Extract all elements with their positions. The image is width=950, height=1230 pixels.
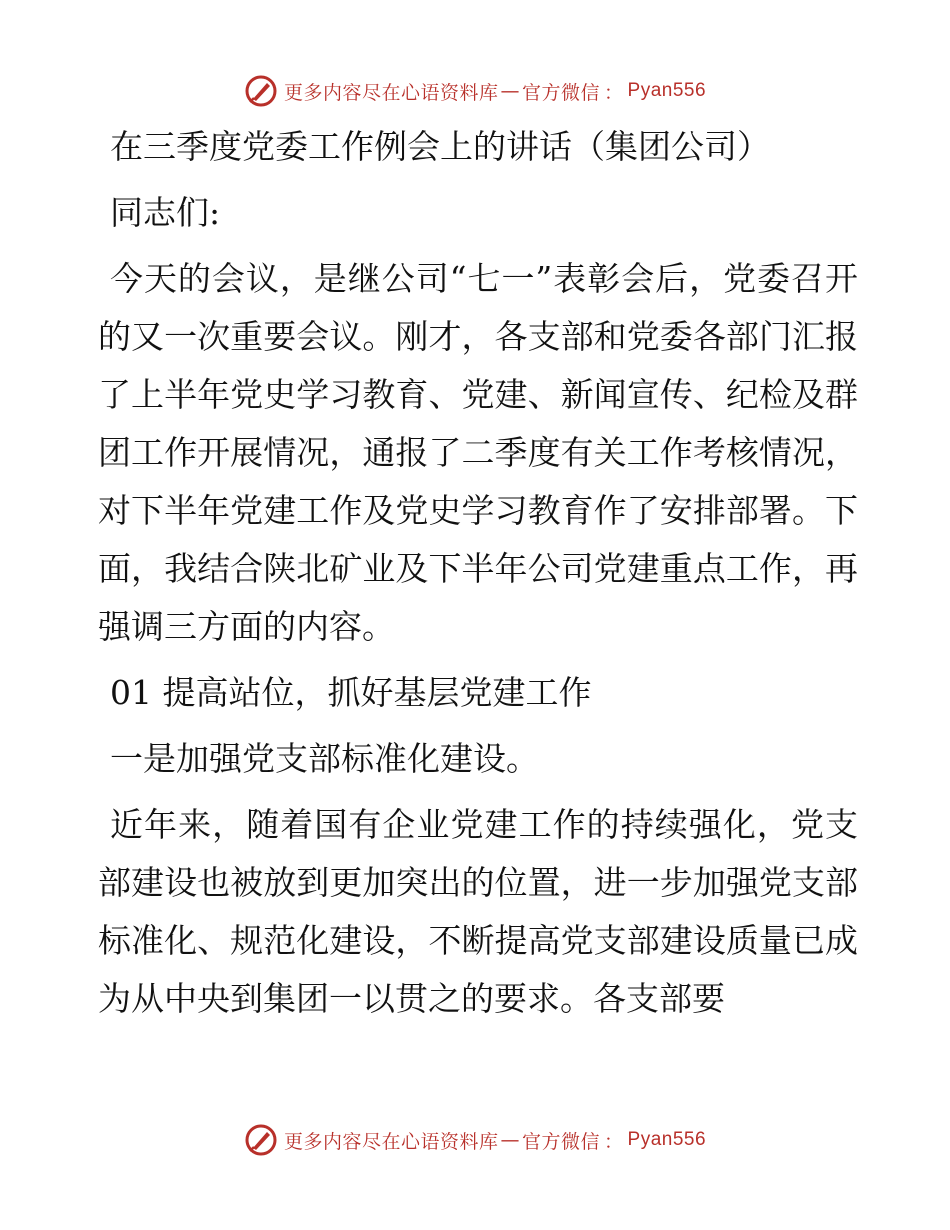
watermark-separator: — — [500, 80, 520, 102]
watermark-wechat-label: 官方微信 — [521, 1130, 600, 1153]
watermark-colon: ： — [604, 1130, 624, 1153]
intro-paragraph: 今天的会议，是继公司“七一”表彰会后，党委召开的又一次重要会议。刚才，各支部和党委各部门汇报了上半年党史学习教育、党建、新闻宣传、纪检及群团工作开展情况，通报了二季度有关工作考核情况，对下半年党建工作及党史学习教育作了安排部署。下面，我结合陕北矿业及下半年公司党建重点工作，再强调三方面的内容。 — [98, 259, 858, 646]
subheading: 一是加强党支部标准化建设。 — [110, 739, 539, 778]
body-paragraph: 近年来，随着国有企业党建工作的持续强化，党支部建设也被放到更加突出的位置，进一步加强党支部标准化、规范化建设，不断提高党支部建设质量已成为从中央到集团一以贯之的要求。各支部要 — [98, 805, 858, 1018]
watermark-account: Pyan556 — [627, 80, 707, 101]
watermark-separator: — — [500, 1129, 520, 1151]
document-title: 在三季度党委工作例会上的讲话（集团公司） — [110, 127, 770, 166]
quill-logo-icon — [244, 74, 278, 108]
section-heading: 01 提高站位，抓好基层党建工作 — [110, 673, 592, 712]
watermark-wechat-label: 官方微信 — [521, 81, 600, 104]
quill-logo-icon — [244, 1123, 278, 1157]
watermark-site-text: 更多内容尽在心语资料库 — [283, 1130, 499, 1153]
watermark-header — [0, 71, 950, 111]
watermark-site-text: 更多内容尽在心语资料库 — [283, 81, 499, 104]
salutation: 同志们: — [110, 193, 221, 232]
watermark-footer — [0, 1120, 950, 1160]
watermark-account: Pyan556 — [627, 1129, 707, 1150]
watermark-colon: ： — [604, 81, 624, 104]
document-body — [98, 118, 858, 1028]
